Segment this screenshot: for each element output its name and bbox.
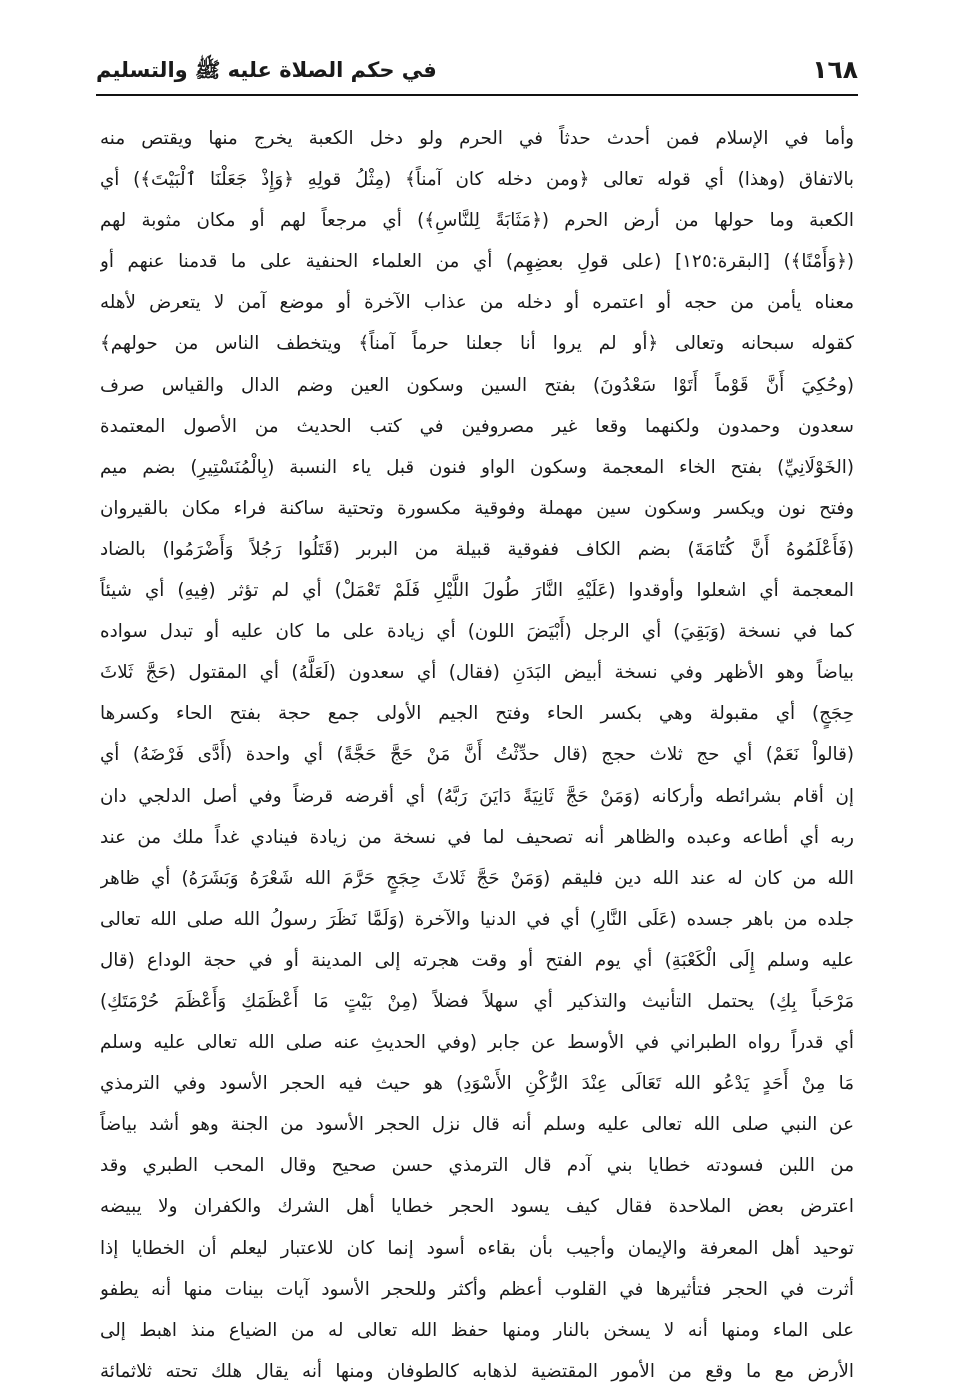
text-line: مَا مِنْ أَحَدٍ يَدْعُو الله تَعَالَى عِنْدَ الرُّكْنِ الأَسْوَدِ) هو حيث فيه الحجر الأسود وفي الترمذي [100,1073,854,1095]
text-line: عن النبي صلى الله تعالى عليه وسلم أنه قال نزل الحجر الأسود من الجنة وهو أشد بياضاً [100,1114,854,1136]
body-text [100,118,854,1392]
text-line: وفتح نون ويكسر وسكون سين مهملة وفوقية مكسورة وتحتية ساكنة فراء مكان بالقيروان [100,497,854,519]
text-line: (فَأَعْلَمُوهُ أَنَّ كُتَامَةَ) بضم الكاف ففوقية قبيلة من البربر (قَتَلُوا رَجُلاً وَأَضْرَمُوا) بالضاد [100,538,854,560]
text-line: من اللبن فسودته خطايا بني آدم قال الترمذي حسن صحيح وقال المحب الطبري وقد [100,1155,854,1177]
text-line: المعجمة أي اشعلوا وأوقدوا (عَلَيْهِ النَّارَ طُولَ اللَّيْلِ فَلَمْ تَعْمَلْ) أي لم تؤثر (فِيهِ) أي شيئاً [100,580,854,602]
page-header [96,50,858,90]
text-line: إن أقام بشرائطه وأركانه (وَمَنْ حَجَّ ثَانِيَةً دَايَنَ رَبَّهُ) أي أقرضه قرضاً وفي أصل الدلجي دان [100,785,854,807]
text-line: (الخَوْلَانِيِّ) بفتح الخاء المعجمة وسكون الواو فنون قبل ياء النسبة (بِالْمُنَسْتِيرِ) بضم ميم [100,456,854,478]
text-line: الكعبة وما حولها من أرض الحرم (﴿مَثَابَةً لِلنَّاسِ﴾) أي مرجعاً لهم أو مكان مثوبة لهم [100,210,854,232]
text-line: أثرت في الحجر فتأثيرها في القلوب أعظم وأكثر وللحجر الأسود آيات بينات منها أنه يطفو [100,1278,854,1300]
running-title: في حكم الصلاة عليه ﷺ والتسليم [96,58,437,82]
text-line: على الماء ومنها أنه لا يسخن بالنار ومنها حفظ الله تعالى له من الضياع منذ اهبط إلى [100,1319,854,1341]
text-line: وأما في الإسلام فمن أحدث حدثاً في الحرم ولو دخل الكعبة يخرج منها ويقتص منه [100,128,854,149]
text-line: الأرض مع ما وقع من الأمور المقتضية لذهابه كالطوفان ومنها أنه يقال هلك تحته ثلاثمائة [100,1360,854,1382]
header-divider [96,94,858,96]
text-line: اعترض بعض الملاحدة فقال كيف يسود الحجر خطايا أهل الشرك والكفران ولا يبيضه [100,1196,854,1218]
text-line: مَرْحَباً بِكِ) يحتمل التأنيث والتذكير أي سهلاً فضلاً (مِنْ بَيْتٍ مَا أَعْظَمَكِ وَأَعْظَمَ حُرْمَتَكِ) [100,990,854,1012]
text-line: سعدون وحمدون ولكنهما وقعا غير مصروفين في كتب الحديث من الأصول المعتمدة [100,415,854,437]
text-line: (قالواْ نَعَمْ) أي حج ثلاث حجج (قال حدِّثْتُ أَنَّ مَنْ حَجَّ حَجَّةً) أي واحدة (أَدَّى فَرْضَهُ) أي [100,744,854,766]
text-line: جلده من باهر جسده (عَلَى النَّارِ) أي في الدنيا والآخرة (وَلَمَّا نَظَرَ رسولُ الله صلى الله تعالى [100,908,854,930]
text-line: بياضاً وهو الأظهر وفي نسخة أبيض البَدَنِ (فقال) أي سعدون (لَعَلَّهُ) أي المقتول (حَجَّ ثَلاثَ [100,662,854,684]
text-line: (﴿وَأَمْنًا﴾) [البقرة:١٢٥] (على قولِ بعضِهِم) أي من العلماء الحنفية على ما قدمنا عنهم أو [100,251,854,273]
page-number: ١٦٨ [812,55,858,84]
text-line: توحيد أهل المعرفة والإيمان وأجيب بأن بقاءه أسود إنما كان للاعتبار ليعلم أن الخطايا إذا [100,1237,854,1259]
text-line: كقوله سبحانه وتعالى ﴿أو لم يروا أنا جعلنا حرماً آمناً﴾ ويتخطف الناس من حولهم﴾ [100,333,854,355]
text-line: عليه وسلم إِلَى الْكَعْبَةِ) أي يوم الفتح أو وقت هجرته إلى المدينة أو في حجة الوداع (قال [100,949,854,971]
text-line: كما في نسخة (وَبَقِيَ) أي الرجل (أَبْيَضَ اللون) أي زيادة على ما كان عليه أو تبدل سواده [100,621,854,643]
text-line: حِجَجٍ) أي مقبولة وهي بكسر الحاء وفتح الجيم الأولى جمع حجة بفتح الحاء وكسرها [100,703,854,725]
text-line: الله من كان له عند الله دين فليقم (وَمَنْ حَجَّ ثَلاثَ حِجَجٍ حَرَّمَ الله شَعْرَهُ وَبَشَرَهُ) أي ظاهر [100,867,854,889]
text-line: أي قدراً رواه الطبراني في الأوسط عن جابر (وفي الحديثِ عنه صلى الله تعالى عليه وسلم [100,1032,854,1054]
text-line: معناه يأمن من حجه أو اعتمره أو دخله من عذاب الآخرة أو موضع آمن لا يتعرض لأهله [100,292,854,314]
text-line: بالاتفاق (وهذا) أي قوله تعالى ﴿ومن دخله كان آمناً﴾ (مِثْلُ قولِهِ ﴿وَإِذْ جَعَلْنَا ٱلْبَيْتَ﴾) أي [100,169,854,191]
text-line: ربه أي أطاعه وعبده والظاهر أنه تصحيف لما في نسخة من زيادة فينادي غداً ملك من عند [100,826,854,848]
text-line: (وحُكِيَ أَنَّ قَوْماً أَتَوْا سَعْدُونَ) بفتح السين وسكون العين وضم الدال والقياس صرف [100,374,854,396]
